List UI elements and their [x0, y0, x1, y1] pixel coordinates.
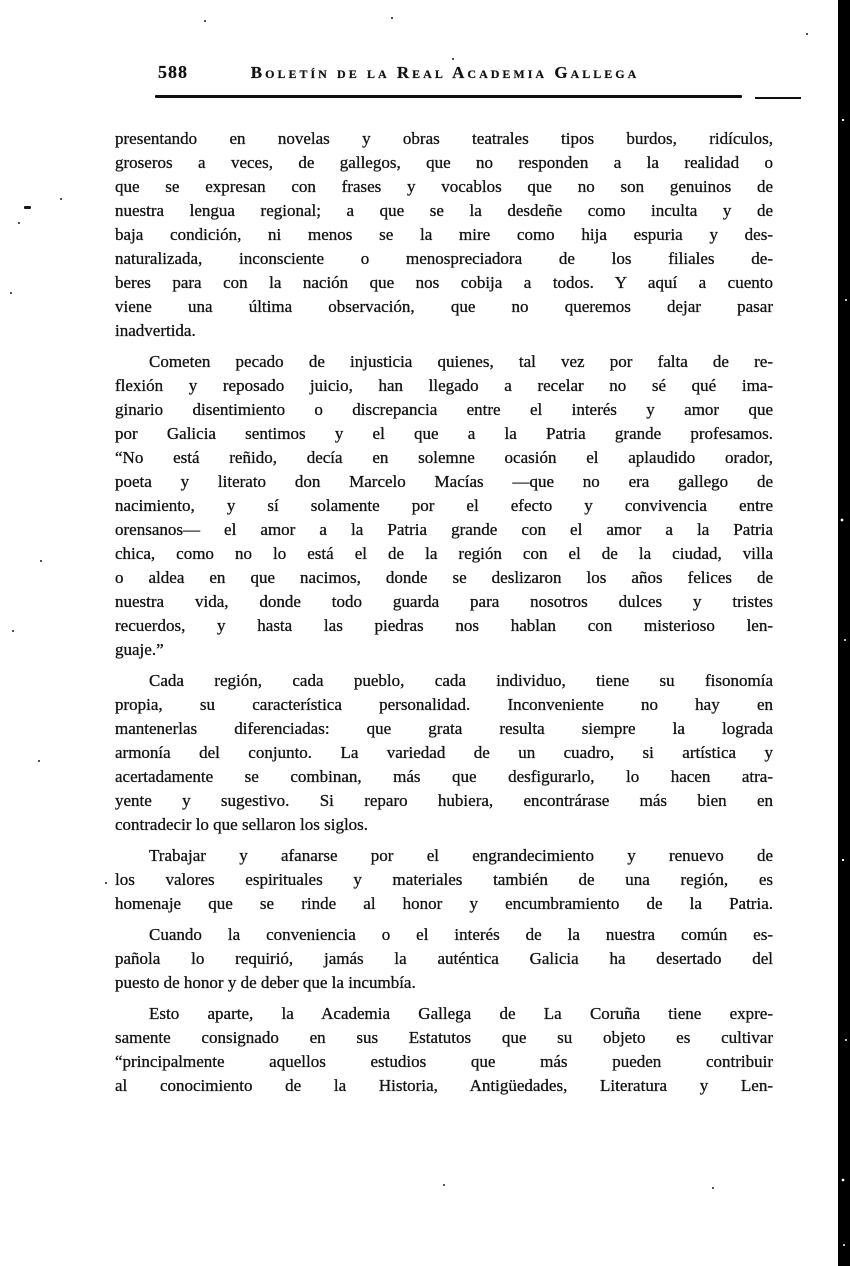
text-line: Cuando la conveniencia o el interés de la nuestra común es- [149, 925, 773, 944]
scan-speckle [40, 560, 42, 562]
scan-speckle [24, 206, 31, 209]
text-line: beres para con la nación que nos cobija a todos. Y aquí a cuento [115, 273, 773, 292]
scan-speckle [60, 198, 62, 200]
page-text [115, 127, 773, 1105]
text-line: yente y sugestivo. Si reparo hubiera, encontrárase más bien en [115, 791, 773, 810]
text-line: nuestra lengua regional; a que se la desdeñe como inculta y de [115, 201, 773, 220]
paragraph [115, 923, 773, 995]
text-line: orensanos— el amor a la Patria grande con el amor a la Patria [115, 520, 773, 539]
text-line: Esto aparte, la Academia Gallega de La Coruña tiene expre- [149, 1004, 773, 1023]
text-line: poeta y literato don Marcelo Macías —que no era gallego de [115, 472, 773, 491]
journal-title: Boletín de la Real Academia Gallega [250, 63, 640, 82]
text-line: “No está reñido, decía en solemne ocasión el aplaudido orador, [115, 448, 773, 467]
paragraph [115, 669, 773, 837]
text-line: viene una última observación, que no queremos dejar pasar [115, 297, 773, 316]
scan-speckle [10, 292, 12, 294]
text-line: groseros a veces, de gallegos, que no responden a la realidad o [115, 153, 773, 172]
paragraph [115, 844, 773, 916]
text-line: samente consignado en sus Estatutos que su objeto es cultivar [115, 1028, 773, 1047]
text-line: mantenerlas diferenciadas: que grata resulta siempre la lograda [115, 719, 773, 738]
text-line: los valores espirituales y materiales también de una región, es [115, 870, 773, 889]
text-line: flexión y reposado juicio, han llegado a recelar no sé qué ima- [115, 376, 773, 395]
text-line: o aldea en que nacimos, donde se deslizaron los años felices de [115, 568, 773, 587]
text-line: puesto de honor y de deber que la incumbía. [115, 973, 416, 992]
paragraph [115, 350, 773, 662]
text-line: que se expresan con frases y vocablos que no son genuinos de [115, 177, 773, 196]
header-rule [155, 95, 742, 98]
header-rule-dash [755, 97, 801, 99]
paragraph [115, 127, 773, 343]
scan-speckle [105, 882, 107, 884]
text-line: recuerdos, y hasta las piedras nos hablan con misterioso len- [115, 616, 773, 635]
text-line: “principalmente aquellos estudios que más pueden contribuir [115, 1052, 773, 1071]
text-line: chica, como no lo está el de la región con el de la ciudad, villa [115, 544, 773, 563]
text-line: acertadamente se combinan, más que desfigurarlo, lo hacen atra- [115, 767, 773, 786]
scan-speckle [204, 20, 206, 22]
text-line: Trabajar y afanarse por el engrandecimiento y renuevo de [149, 846, 773, 865]
scan-speckle [38, 760, 40, 762]
text-line: propia, su característica personalidad. Inconveniente no hay en [115, 695, 773, 714]
scan-speckle [712, 1187, 714, 1189]
page-number: 588 [158, 62, 188, 82]
text-line: nuestra vida, donde todo guarda para nosotros dulces y tristes [115, 592, 773, 611]
text-line: naturalizada, inconsciente o menospreciadora de los filiales de- [115, 249, 773, 268]
scan-speckle [443, 1184, 445, 1186]
text-line: pañola lo requirió, jamás la auténtica Galicia ha desertado del [115, 949, 773, 968]
scan-speckle [12, 630, 14, 632]
scan-speckle [18, 222, 20, 224]
text-line: homenaje que se rinde al honor y encumbramiento de la Patria. [115, 894, 773, 913]
text-line: Cometen pecado de injusticia quienes, tal vez por falta de re- [149, 352, 773, 371]
text-line: por Galicia sentimos y el que a la Patria grande profesamos. [115, 424, 773, 443]
scan-speckle [452, 58, 454, 60]
text-line: inadvertida. [115, 321, 196, 340]
text-line: contradecir lo que sellaron los siglos. [115, 815, 369, 834]
text-line: armonía del conjunto. La variedad de un cuadro, si artística y [115, 743, 773, 762]
scan-speckle [806, 33, 808, 35]
text-line: presentando en novelas y obras teatrales tipos burdos, ridículos, [115, 129, 773, 148]
text-line: guaje.” [115, 640, 164, 659]
text-line: Cada región, cada pueblo, cada individuo, tiene su fisonomía [149, 671, 773, 690]
text-line: nacimiento, y sí solamente por el efecto y convivencia entre [115, 496, 773, 515]
scan-edge-band [838, 0, 850, 1266]
text-line: baja condición, ni menos se la mire como hija espuria y des- [115, 225, 773, 244]
scan-speckle [391, 17, 393, 19]
text-line: ginario disentimiento o discrepancia entre el interés y amor que [115, 400, 773, 419]
text-line: al conocimiento de la Historia, Antigüedades, Literatura y Len- [115, 1076, 773, 1095]
paragraph [115, 1002, 773, 1098]
